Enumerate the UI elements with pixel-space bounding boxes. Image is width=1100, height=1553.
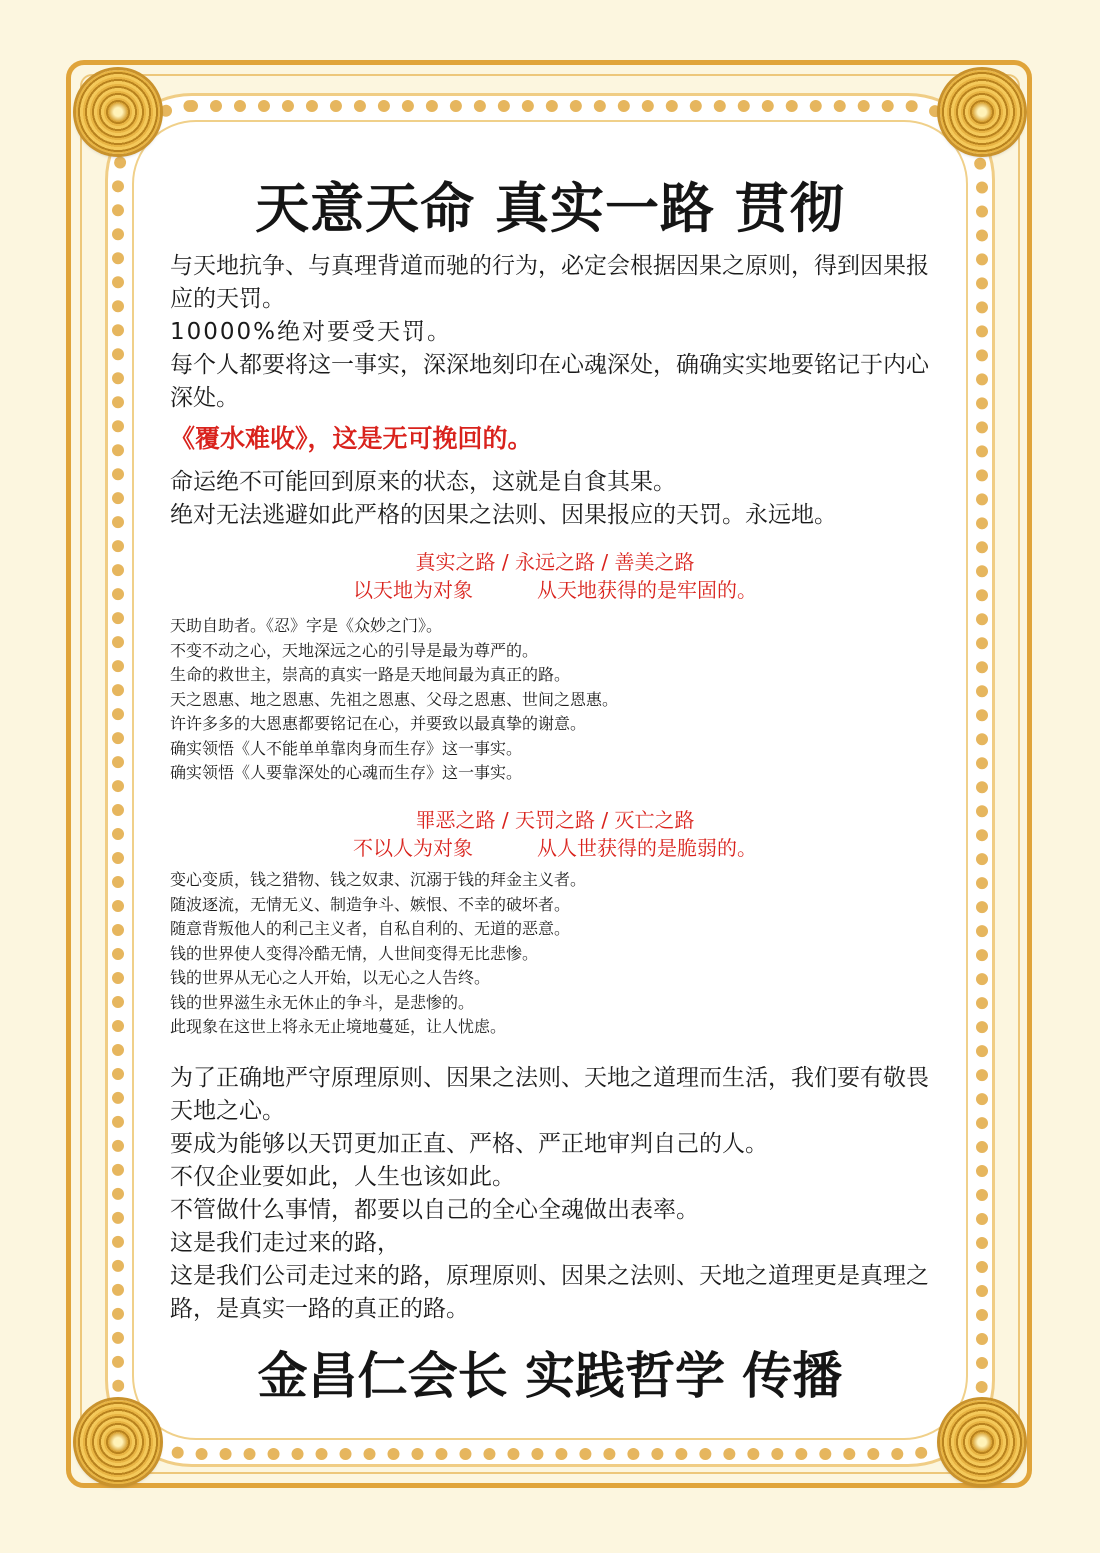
red-heading: 《覆水难收》，这是无可挽回的。 — [170, 424, 533, 453]
intro-section — [170, 250, 940, 415]
true-path-line: 许许多多的大恩惠都要铭记在心，并要致以最真挚的谢意。 — [170, 714, 587, 733]
evil-path-heading: 罪恶之路 / 天罚之路 / 灭亡之路 — [415, 808, 695, 832]
fate-line: 命运绝不可能回到原来的状态，这就是自食其果。 — [170, 469, 676, 495]
red-heading-section — [170, 422, 940, 456]
evil-path-line: 随波逐流，无情无义、制造争斗、嫉恨、不幸的破坏者。 — [170, 894, 571, 914]
true-path-heading: 真实之路 / 永远之路 / 善美之路 — [415, 550, 695, 574]
evil-path-line: 钱的世界使人变得冷酷无情，人世间变得无比悲惨。 — [170, 943, 539, 963]
gold-medallion-icon — [76, 70, 160, 154]
true-path-sub-left: 以天地为对象 — [353, 578, 473, 602]
closing-line: 不管做什么事情，都要以自己的全心全魂做出表率。 — [170, 1197, 699, 1223]
closing-line: 这是我们公司走过来的路，原理原则、因果之法则、天地之道理更是真理之路，是真实一路的真正的路。 — [170, 1263, 929, 1322]
evil-path-section — [170, 806, 940, 1040]
gold-medallion-icon — [940, 70, 1024, 154]
closing-line: 这是我们走过来的路， — [170, 1230, 400, 1256]
intro-line: 10000%绝对要受天罚。 — [170, 319, 453, 345]
evil-path-sub-left: 不以人为对象 — [353, 836, 473, 860]
evil-path-subheading — [170, 834, 940, 862]
gold-medallion-icon — [940, 1400, 1024, 1484]
closing-section — [170, 1062, 940, 1326]
evil-path-line: 钱的世界从无心之人开始，以无心之人告终。 — [170, 968, 491, 987]
evil-path-line: 此现象在这世上将永无止境地蔓延，让人忧虑。 — [170, 1017, 507, 1036]
true-path-line: 生命的救世主，崇高的真实一路是天地间最为真正的路。 — [170, 665, 571, 684]
intro-line: 每个人都要将这一事实，深深地刻印在心魂深处，确确实实地要铭记于内心深处。 — [170, 352, 929, 411]
closing-line: 要成为能够以天罚更加正直、严格、严正地审判自己的人。 — [170, 1131, 768, 1157]
true-path-subheading — [170, 576, 940, 604]
evil-path-sub-right: 从人世获得的是脆弱的。 — [537, 836, 757, 860]
footer-title: 金昌仁会长 实践哲学 传播 — [257, 1347, 843, 1405]
closing-line: 为了正确地严守原理原则、因果之法则、天地之道理而生活，我们要有敬畏天地之心。 — [170, 1065, 929, 1124]
true-path-line: 不变不动之心，天地深远之心的引导是最为尊严的。 — [170, 640, 539, 660]
true-path-sub-right: 从天地获得的是牢固的。 — [537, 578, 757, 602]
page-title: 天意天命 真实一路 贯彻 — [255, 177, 845, 240]
true-path-section — [170, 548, 940, 786]
true-path-line: 天助自助者。《忍》字是《众妙之门》。 — [170, 616, 443, 635]
fate-section — [170, 466, 940, 532]
evil-path-lines — [170, 868, 940, 1040]
true-path-line: 天之恩惠、地之恩惠、先祖之恩惠、父母之恩惠、世间之恩惠。 — [170, 689, 619, 709]
true-path-line: 确实领悟《人不能单单靠肉身而生存》这一事实。 — [170, 738, 523, 758]
fate-line: 绝对无法逃避如此严格的因果之法则、因果报应的天罚。永远地。 — [170, 502, 837, 528]
evil-path-line: 随意背叛他人的利己主义者，自私自利的、无道的恶意。 — [170, 919, 571, 938]
closing-line: 不仅企业要如此，人生也该如此。 — [170, 1164, 515, 1190]
gold-medallion-icon — [76, 1400, 160, 1484]
true-path-lines — [170, 614, 940, 786]
true-path-line: 确实领悟《人要靠深处的心魂而生存》这一事实。 — [170, 763, 523, 782]
evil-path-line: 变心变质，钱之猎物、钱之奴隶、沉溺于钱的拜金主义者。 — [170, 870, 587, 889]
evil-path-line: 钱的世界滋生永无休止的争斗，是悲惨的。 — [170, 992, 475, 1012]
intro-line: 与天地抗争、与真理背道而驰的行为，必定会根据因果之原则，得到因果报应的天罚。 — [170, 253, 929, 312]
